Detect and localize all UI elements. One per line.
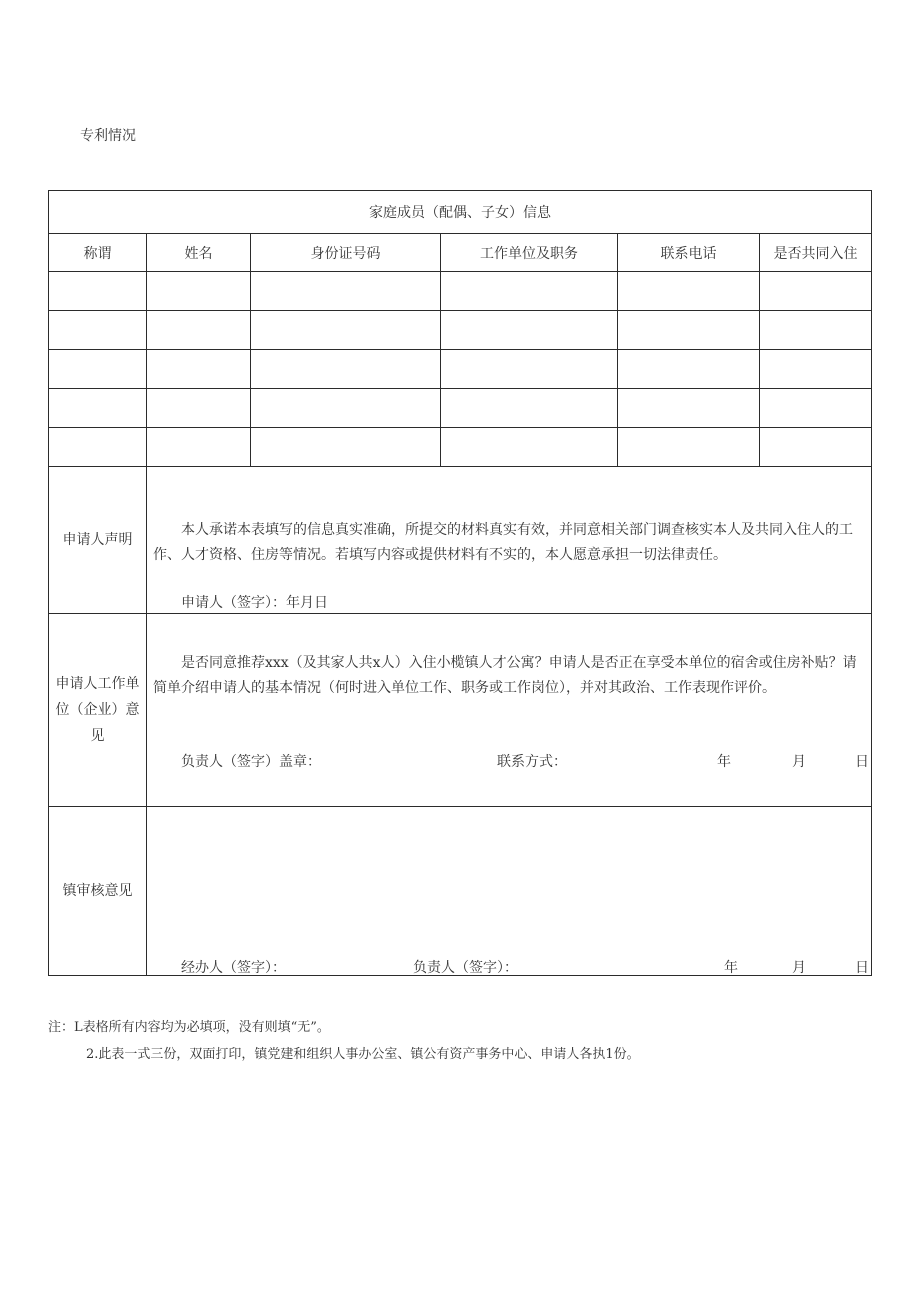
town-opinion-row [49,807,872,976]
cell-employer[interactable] [441,389,618,428]
cell-cohabit[interactable] [760,389,872,428]
col-header-relation: 称谓 [49,234,147,272]
town-date-year: 年 [724,960,738,976]
cell-cohabit[interactable] [760,350,872,389]
unit-opinion-text: 是否同意推荐xxx（及其家人共x人）入住小榄镇人才公寓？申请人是否正在享受本单位的宿舍或住房补贴？请简单介绍申请人的基本情况（何时进入单位工作、职务或工作岗位），并对其政治、工作表现作评价。 [153,655,857,696]
family-row [49,389,872,428]
unit-contact-label[interactable]: 联系方式： [497,754,567,770]
unit-date-year: 年 [717,754,731,770]
cell-id-number[interactable] [251,311,441,350]
col-header-name: 姓名 [147,234,251,272]
cell-id-number[interactable] [251,389,441,428]
cell-cohabit[interactable] [760,428,872,467]
declaration-row [49,467,872,614]
family-caption: 家庭成员（配偶、子女）信息 [49,191,872,234]
section-title: 专利情况 [80,128,136,144]
town-date-month: 月 [792,960,806,976]
declaration-text: 本人承诺本表填写的信息真实准确，所提交的材料真实有效，并同意相关部门调查核实本人及共同入住人的工作、人才资格、住房等情况。若填写内容或提供材料有不实的，本人愿意承担一切法律责任。 [153,522,853,563]
unit-opinion-label: 申请人工作单位（企业）意见 [49,614,147,807]
cell-employer[interactable] [441,311,618,350]
col-header-phone: 联系电话 [618,234,760,272]
cell-phone[interactable] [618,272,760,311]
col-header-cohabit: 是否共同入住 [760,234,872,272]
town-date-day: 日 [855,960,869,976]
application-form-table [48,190,872,976]
unit-date-month: 月 [792,754,806,770]
note-line-1: 注：L表格所有内容均为必填项，没有则填“无”。 [48,1020,330,1035]
cell-cohabit[interactable] [760,272,872,311]
family-row [49,272,872,311]
cell-name[interactable] [147,428,251,467]
cell-relation[interactable] [49,311,147,350]
col-header-employer: 工作单位及职务 [441,234,618,272]
cell-name[interactable] [147,311,251,350]
family-row [49,350,872,389]
cell-relation[interactable] [49,389,147,428]
family-row [49,311,872,350]
cell-id-number[interactable] [251,428,441,467]
cell-phone[interactable] [618,311,760,350]
note-line-2: 2.此表一式三份，双面打印，镇党建和组织人事办公室、镇公有资产事务中心、申请人各执1份。 [86,1047,640,1062]
unit-opinion-cell [147,614,872,807]
unit-signer-label[interactable]: 负责人（签字）盖章： [181,754,321,770]
cell-phone[interactable] [618,389,760,428]
cell-phone[interactable] [618,428,760,467]
unit-date-day: 日 [855,754,869,770]
declaration-label: 申请人声明 [49,467,147,614]
town-opinion-label: 镇审核意见 [49,807,147,976]
town-opinion-cell [147,807,872,976]
cell-id-number[interactable] [251,272,441,311]
declaration-signature[interactable]: 申请人（签字）：年月日 [181,595,328,611]
cell-id-number[interactable] [251,350,441,389]
cell-employer[interactable] [441,350,618,389]
cell-relation[interactable] [49,350,147,389]
cell-name[interactable] [147,350,251,389]
cell-cohabit[interactable] [760,311,872,350]
col-header-id-number: 身份证号码 [251,234,441,272]
family-row [49,428,872,467]
cell-phone[interactable] [618,350,760,389]
cell-name[interactable] [147,272,251,311]
cell-name[interactable] [147,389,251,428]
cell-employer[interactable] [441,272,618,311]
declaration-cell [147,467,872,614]
cell-relation[interactable] [49,428,147,467]
town-signer-label[interactable]: 负责人（签字）： [413,960,518,976]
cell-employer[interactable] [441,428,618,467]
town-handler-label[interactable]: 经办人（签字）： [181,960,286,976]
unit-opinion-row [49,614,872,807]
cell-relation[interactable] [49,272,147,311]
family-header-row [49,234,872,272]
